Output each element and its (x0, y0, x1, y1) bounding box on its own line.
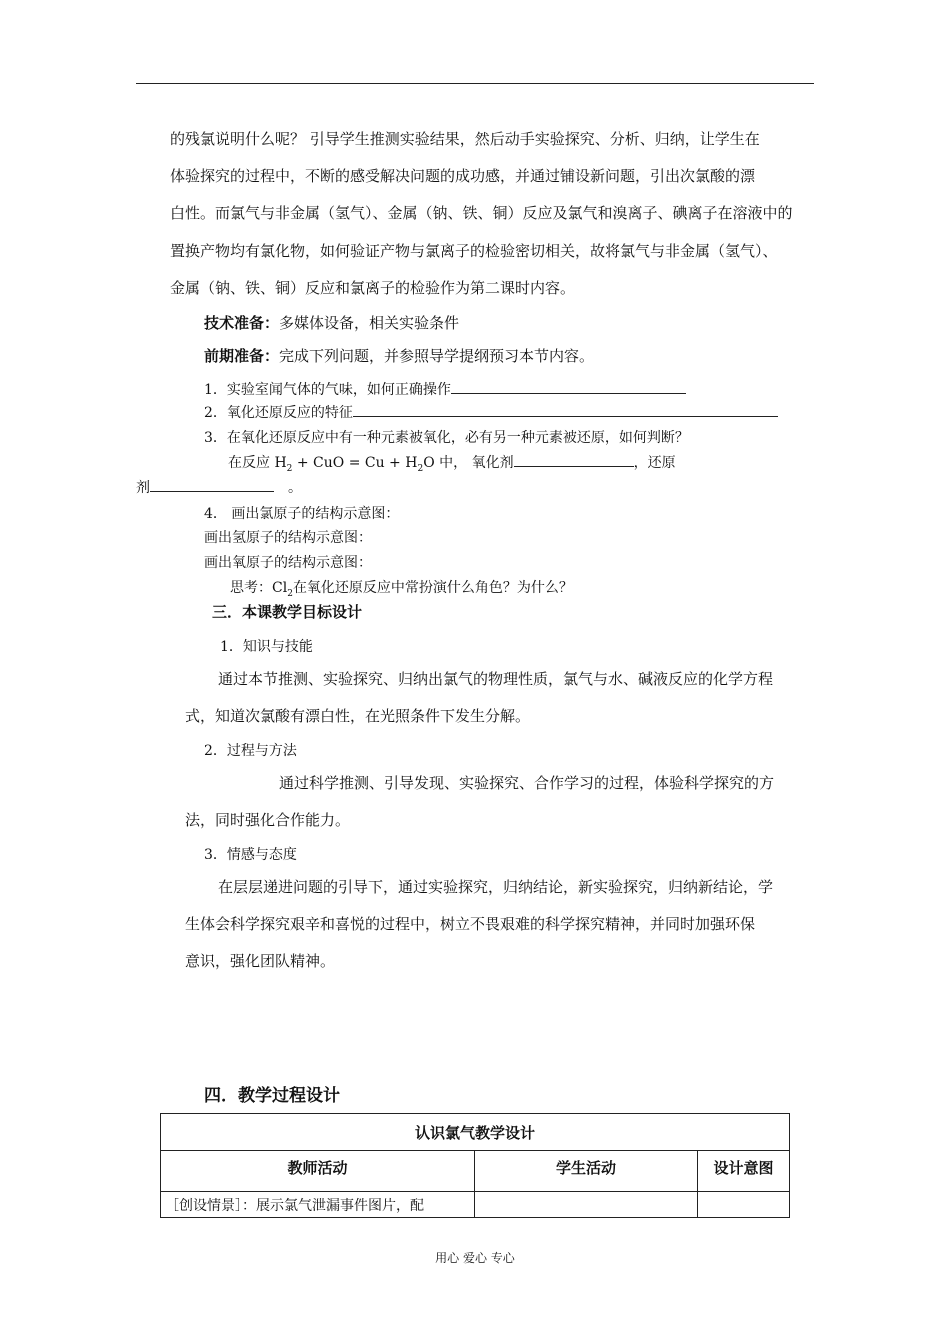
header-rule (136, 83, 814, 84)
reaction-text: 剂 (136, 480, 150, 496)
paragraph-line: 体验探究的过程中，不断的感受解决问题的成功感，并通过铺设新问题，引出次氯酸的漂 (170, 167, 756, 185)
table-cell (475, 1192, 698, 1218)
question-1 (204, 379, 686, 399)
question-4: 4． 画出氯原子的结构示意图： (204, 506, 400, 522)
paragraph-line: 置换产物均有氯化物，如何验证产物与氯离子的检验密切相关，故将氯气与非金属（氢气）、 (170, 242, 778, 260)
tech-prep (204, 312, 459, 333)
reaction-text: ，还原 (633, 455, 676, 471)
page-footer: 用心 爱心 专心 (435, 1251, 515, 1265)
table-header-teacher: 教师活动 (161, 1151, 475, 1192)
reaction-text: O 中， 氧化剂 (423, 455, 514, 471)
pre-prep (204, 345, 594, 366)
reaction-text: 。 (288, 480, 302, 496)
reaction-text: 在反应 H (228, 455, 287, 471)
table-cell: ［创设情景］：展示氯气泄漏事件图片，配 (161, 1192, 475, 1218)
table-header-student: 学生活动 (475, 1151, 698, 1192)
table-caption: 认识氯气教学设计 (161, 1114, 790, 1151)
paragraph-line: 的残氯说明什么呢？ 引导学生推测实验结果，然后动手实验探究、分析、归纳，让学生在 (170, 130, 760, 148)
paragraph-line: 金属（钠、铁、铜）反应和氯离子的检验作为第二课时内容。 (170, 279, 576, 297)
question-4c: 画出氧原子的结构示意图： (204, 555, 372, 571)
paragraph-line: 意识，强化团队精神。 (185, 952, 336, 970)
question-2 (204, 402, 778, 422)
question-4b: 画出氢原子的结构示意图： (204, 530, 372, 546)
section-3-item-3-title: 3．情感与态度 (204, 847, 297, 863)
section-4-title: 四．教学过程设计 (204, 1086, 340, 1106)
question-1-text: 1．实验室闻气体的气味，如何正确操作 (204, 382, 451, 398)
answer-blank (353, 402, 778, 417)
pre-prep-label: 前期准备： (204, 347, 280, 365)
section-3-item-2-title: 2．过程与方法 (204, 743, 297, 759)
section-3-title: 三．本课教学目标设计 (212, 603, 363, 621)
answer-blank (451, 379, 686, 394)
table-header-intent: 设计意图 (698, 1151, 790, 1192)
paragraph-line: 通过科学推测、引导发现、实验探究、合作学习的过程，体验科学探究的方 (279, 774, 775, 792)
subscript: 2 (287, 588, 293, 599)
table-row (161, 1192, 790, 1218)
paragraph-line: 法，同时强化合作能力。 (185, 811, 351, 829)
table-cell (698, 1192, 790, 1218)
reaction-text: + CuO = Cu + H (292, 455, 418, 471)
think-question (230, 577, 573, 599)
tech-prep-label: 技术准备： (204, 314, 280, 332)
answer-blank (514, 452, 634, 467)
question-3-reaction (228, 452, 676, 474)
paragraph-line: 生体会科学探究艰辛和喜悦的过程中，树立不畏艰难的科学探究精神，并同时加强环保 (185, 915, 756, 933)
subscript: 2 (286, 463, 293, 474)
question-2-text: 2．氧化还原反应的特征 (204, 405, 353, 421)
think-text: 在氧化还原反应中常扮演什么角色？为什么？ (292, 580, 573, 596)
teaching-design-table (160, 1113, 790, 1218)
paragraph-line: 通过本节推测、实验探究、归纳出氯气的物理性质，氯气与水、碱液反应的化学方程 (218, 670, 774, 688)
paragraph-line: 白性。而氯气与非金属（氢气）、金属（钠、铁、铜）反应及氯气和溴离子、碘离子在溶液中的 (170, 204, 793, 222)
section-3-item-1-title: 1．知识与技能 (220, 639, 313, 655)
answer-blank (150, 477, 274, 492)
tech-prep-text: 多媒体设备，相关实验条件 (279, 314, 460, 332)
paragraph-line: 式，知道次氯酸有漂白性，在光照条件下发生分解。 (185, 707, 531, 725)
question-3: 3．在氧化还原反应中有一种元素被氧化，必有另一种元素被还原，如何判断？ (204, 430, 689, 446)
subscript: 2 (417, 463, 424, 474)
question-3-continuation (136, 477, 302, 497)
paragraph-line: 在层层递进问题的引导下，通过实验探究，归纳结论，新实验探究，归纳新结论，学 (218, 878, 774, 896)
pre-prep-text: 完成下列问题，并参照导学提纲预习本节内容。 (279, 347, 595, 365)
think-text: 思考：Cl (230, 580, 288, 596)
